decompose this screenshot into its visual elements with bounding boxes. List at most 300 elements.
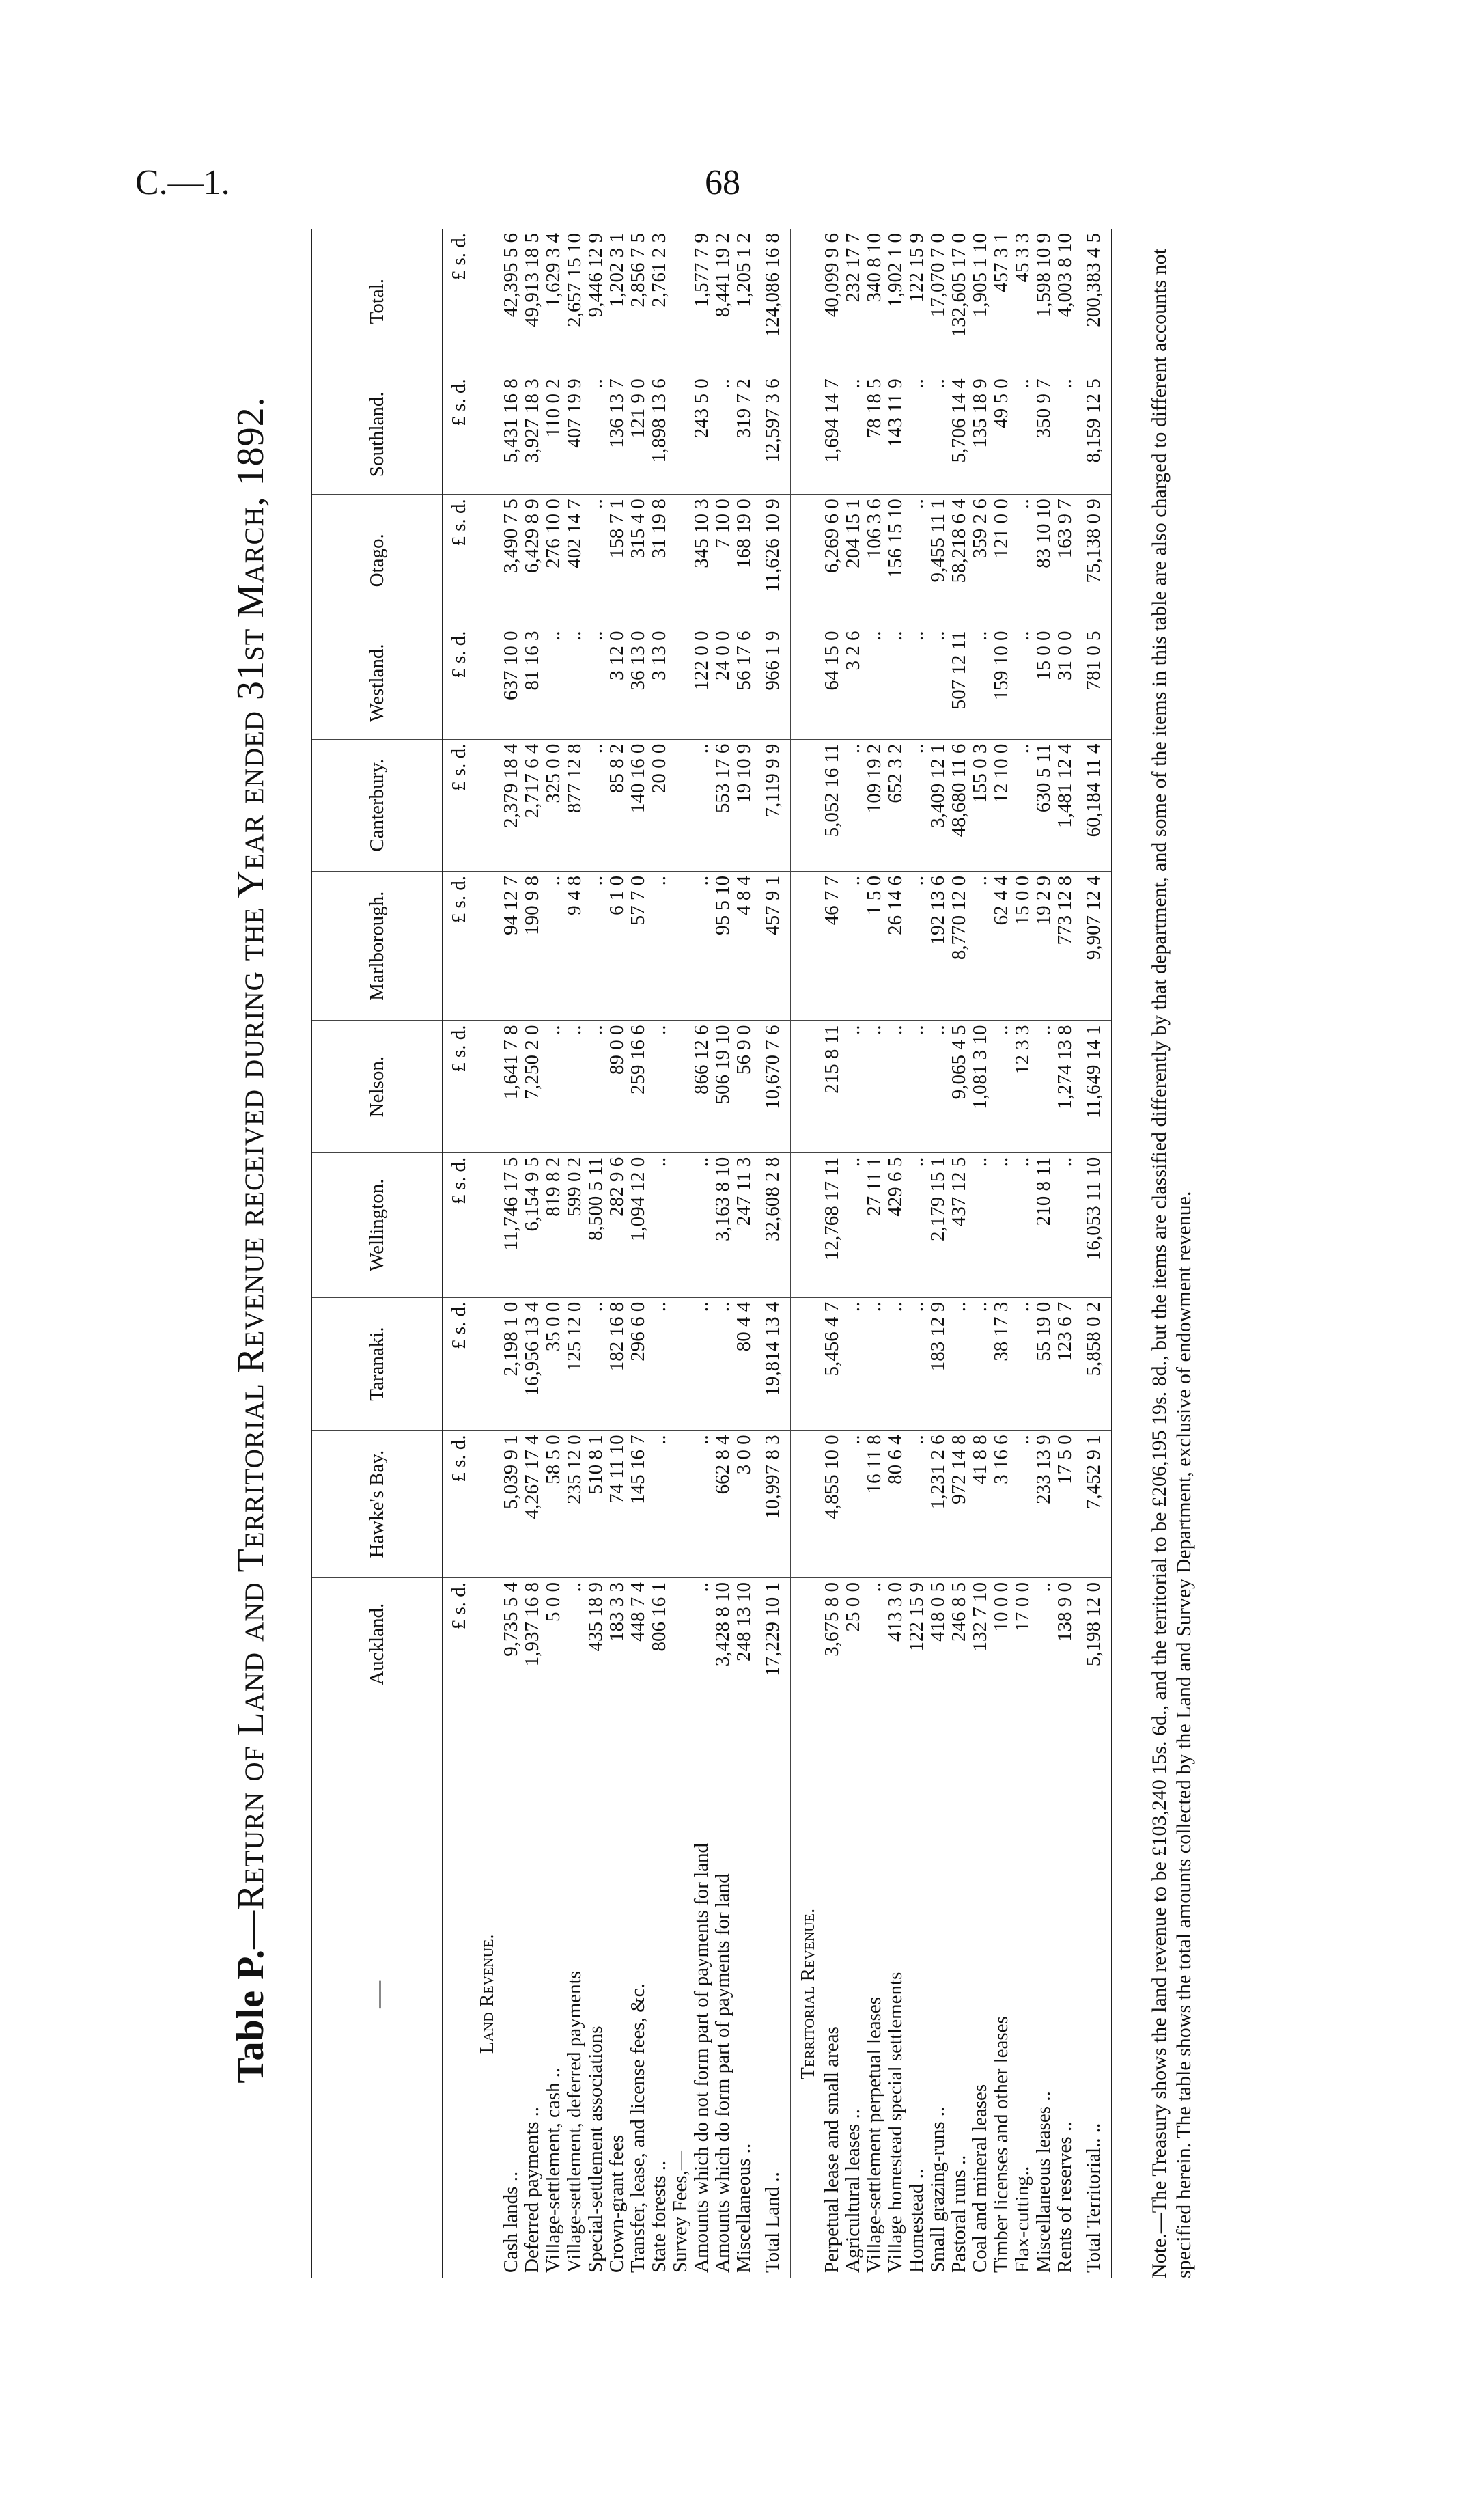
table-cell: 16 11 8 — [864, 1431, 885, 1578]
table-cell: 204 15 1 — [843, 495, 864, 626]
blank-cell — [470, 626, 501, 739]
table-cell: 418 0 5 — [927, 1577, 949, 1711]
table-cell: 78 18 5 — [864, 374, 885, 495]
table-cell: 296 6 0 — [628, 1297, 649, 1431]
table-cell: 57 7 0 — [628, 871, 649, 1021]
table-cell: 17 5 0 — [1054, 1431, 1076, 1578]
table-cell: 435 18 9 — [585, 1577, 606, 1711]
table-cell: 1,641 7 8 — [501, 1021, 522, 1152]
table-cell: .. — [1012, 626, 1033, 739]
table-cell: 10,997 8 3 — [755, 1431, 791, 1578]
table-cell: 123 6 7 — [1054, 1297, 1076, 1431]
table-cell — [670, 229, 691, 374]
table-cell: 5 0 0 — [543, 1577, 564, 1711]
table-cell: 11,649 14 1 — [1076, 1021, 1112, 1152]
blank-cell — [791, 1431, 822, 1578]
table-row — [649, 229, 670, 2278]
table-cell: 132 7 10 — [970, 1577, 991, 1711]
table-cell: 182 16 8 — [606, 1297, 628, 1431]
table-cell: .. — [1012, 1297, 1033, 1431]
table-cell: 75,138 0 9 — [1076, 495, 1112, 626]
table-cell: 42,395 5 6 — [501, 229, 522, 374]
table-cell: 457 9 1 — [755, 871, 791, 1021]
table-cell: 143 11 9 — [885, 374, 906, 495]
table-cell: .. — [543, 871, 564, 1021]
table-cell: 19 10 9 — [733, 739, 755, 871]
table-cell: 159 10 0 — [991, 626, 1012, 739]
table-cell: 190 9 8 — [522, 871, 543, 1021]
table-cell: 49,913 18 5 — [522, 229, 543, 374]
table-cell: 407 19 9 — [564, 374, 585, 495]
table-cell: .. — [585, 1297, 606, 1431]
table-body — [443, 229, 1112, 2278]
row-label: Agricultural leases .. — [842, 2109, 864, 2273]
table-cell: 1,898 13 6 — [649, 374, 670, 495]
table-cell: .. — [885, 626, 906, 739]
table-cell: .. — [1012, 1152, 1033, 1297]
table-cell: 1,231 2 6 — [927, 1431, 949, 1578]
table-row — [628, 229, 649, 2278]
table-cell: 1,694 14 7 — [822, 374, 843, 495]
table-cell: .. — [949, 1297, 970, 1431]
table-cell: .. — [585, 739, 606, 871]
table-cell: 359 2 6 — [970, 495, 991, 626]
table-cell: .. — [649, 1152, 670, 1297]
table-cell: 106 3 6 — [864, 495, 885, 626]
table-cell: 2,179 15 1 — [927, 1152, 949, 1297]
table-row — [670, 229, 691, 2278]
table-cell: .. — [906, 374, 927, 495]
table-cell — [670, 871, 691, 1021]
table-cell: 429 6 5 — [885, 1152, 906, 1297]
table-cell: 233 13 9 — [1033, 1431, 1054, 1578]
table-cell: 8,500 5 11 — [585, 1152, 606, 1297]
table-cell: .. — [1012, 1431, 1033, 1578]
table-cell: .. — [1033, 1577, 1054, 1711]
table-cell: .. — [906, 495, 927, 626]
table-cell: 46 7 7 — [822, 871, 843, 1021]
units-cell: £ s. d. — [443, 1431, 470, 1578]
table-cell: 58 5 0 — [543, 1431, 564, 1578]
table-cell: 20 0 0 — [649, 739, 670, 871]
blank-cell — [470, 739, 501, 871]
table-cell: 122 15 9 — [906, 1577, 927, 1711]
page-number: 68 — [705, 163, 740, 202]
table-cell: 41 8 8 — [970, 1431, 991, 1578]
table-cell: 7 10 0 — [712, 495, 733, 626]
table-cell: .. — [927, 1021, 949, 1152]
table-cell — [670, 1577, 691, 1711]
footnote: Note.—The Treasury shows the land revenue to be £103,240 15s. 6d., and the territorial to be £206,195 19s. 8d., but the items are classified differently by that department, and some of the items in this table are also charged to different accounts not specified herein. The table shows the total amounts collected by the Land and Survey Department, exclusive of endowment revenue. — [1148, 249, 1195, 2278]
table-cell: 1,202 3 1 — [606, 229, 628, 374]
column-header: Hawke's Bay. — [311, 1431, 443, 1578]
blank-cell — [791, 1152, 822, 1297]
table-cell: 9,455 11 1 — [927, 495, 949, 626]
table-cell: .. — [564, 626, 585, 739]
table-cell: 773 12 8 — [1054, 871, 1076, 1021]
table-cell: 8,770 12 0 — [949, 871, 970, 1021]
table-cell: 8,441 19 2 — [712, 229, 733, 374]
table-cell: 6,429 8 9 — [522, 495, 543, 626]
table-cell — [670, 495, 691, 626]
blank-cell — [470, 1431, 501, 1578]
table-cell: 5,456 4 7 — [822, 1297, 843, 1431]
table-cell: 80 6 4 — [885, 1431, 906, 1578]
table-cell: 1 5 0 — [864, 871, 885, 1021]
blank-cell — [470, 871, 501, 1021]
section-heading: Territorial Revenue. — [791, 1711, 822, 2278]
table-cell: .. — [885, 1021, 906, 1152]
row-label: Pastoral runs .. — [948, 2155, 970, 2273]
table-cell: .. — [970, 1152, 991, 1297]
table-cell: 183 3 3 — [606, 1577, 628, 1711]
table-cell: 2,198 1 0 — [501, 1297, 522, 1431]
table-cell: 56 9 0 — [733, 1021, 755, 1152]
table-cell: 158 7 1 — [606, 495, 628, 626]
table-row — [927, 229, 949, 2278]
blank-cell — [791, 1297, 822, 1431]
table-cell: .. — [691, 1297, 712, 1431]
row-label: Small grazing-runs .. — [927, 2106, 949, 2273]
row-label: Special-settlement associations — [585, 2026, 606, 2273]
units-cell: £ s. d. — [443, 626, 470, 739]
table-cell: 276 10 0 — [543, 495, 564, 626]
table-title-prefix: Table P. — [229, 1948, 272, 2084]
blank-cell — [470, 1021, 501, 1152]
table-cell — [670, 739, 691, 871]
units-cell: £ s. d. — [443, 1152, 470, 1297]
table-cell: .. — [585, 871, 606, 1021]
table-cell: 124,086 16 8 — [755, 229, 791, 374]
table-cell: 81 16 3 — [522, 626, 543, 739]
table-cell: 94 12 7 — [501, 871, 522, 1021]
row-label: Timber licenses and other leases — [990, 2016, 1012, 2273]
row-label: Rents of reserves .. — [1054, 2121, 1076, 2273]
table-cell: .. — [1012, 495, 1033, 626]
table-cell: 192 13 6 — [927, 871, 949, 1021]
table-cell: .. — [649, 1021, 670, 1152]
table-cell: .. — [543, 626, 564, 739]
table-cell: .. — [864, 626, 885, 739]
table-cell: 5,431 16 8 — [501, 374, 522, 495]
table-cell: .. — [585, 495, 606, 626]
table-cell: .. — [906, 871, 927, 1021]
table-cell: 10,670 7 6 — [755, 1021, 791, 1152]
blank-cell — [791, 374, 822, 495]
table-cell: 2,379 18 4 — [501, 739, 522, 871]
table-cell: 413 3 0 — [885, 1577, 906, 1711]
table-cell: 1,902 1 0 — [885, 229, 906, 374]
table-row — [733, 229, 755, 2278]
table-cell: .. — [906, 739, 927, 871]
total-land-row — [755, 229, 791, 2278]
table-cell: 7,119 9 9 — [755, 739, 791, 871]
table-cell — [670, 1297, 691, 1431]
table-cell: 31 19 8 — [649, 495, 670, 626]
table-cell: 163 9 7 — [1054, 495, 1076, 626]
row-label: Total Territorial.. .. — [1076, 1711, 1112, 2278]
table-cell: .. — [691, 1577, 712, 1711]
table-cell: 247 11 3 — [733, 1152, 755, 1297]
table-cell: 12,597 3 6 — [755, 374, 791, 495]
table-cell: 340 8 10 — [864, 229, 885, 374]
table-cell: .. — [1054, 374, 1076, 495]
table-cell: 80 4 4 — [733, 1297, 755, 1431]
blank-cell — [470, 374, 501, 495]
column-header: Southland. — [311, 374, 443, 495]
table-cell: 15 0 0 — [1012, 871, 1033, 1021]
table-cell: .. — [843, 374, 864, 495]
table-cell: .. — [970, 626, 991, 739]
table-cell — [670, 1021, 691, 1152]
table-cell: 55 19 0 — [1033, 1297, 1054, 1431]
table-row — [543, 229, 564, 2278]
column-header: Nelson. — [311, 1021, 443, 1152]
table-cell: 507 12 11 — [949, 626, 970, 739]
table-cell: 36 13 0 — [628, 626, 649, 739]
blank-cell — [791, 495, 822, 626]
table-cell: 122 0 0 — [691, 626, 712, 739]
table-cell: 248 13 10 — [733, 1577, 755, 1711]
table-cell: 155 0 3 — [970, 739, 991, 871]
blank-cell — [791, 871, 822, 1021]
table-cell: 5,198 12 0 — [1076, 1577, 1112, 1711]
table-cell: 1,094 12 0 — [628, 1152, 649, 1297]
table-cell: 145 16 7 — [628, 1431, 649, 1578]
table-cell: .. — [712, 1297, 733, 1431]
table-cell: 325 0 0 — [543, 739, 564, 871]
table-cell: 32,608 2 8 — [755, 1152, 791, 1297]
table-cell: 1,205 1 2 — [733, 229, 755, 374]
units-cell: £ s. d. — [443, 229, 470, 374]
table-cell: 553 17 6 — [712, 739, 733, 871]
table-cell: .. — [970, 1297, 991, 1431]
row-label: Perpetual lease and small areas — [821, 2026, 843, 2273]
table-row — [949, 229, 970, 2278]
table-cell: 132,605 17 0 — [949, 229, 970, 374]
table-cell: 110 0 2 — [543, 374, 564, 495]
table-row — [1033, 229, 1054, 2278]
table-cell — [670, 1152, 691, 1297]
total-territorial-row — [1076, 229, 1112, 2278]
row-label: Amounts which do form part of payments for land — [712, 1873, 733, 2273]
table-cell: 781 0 5 — [1076, 626, 1112, 739]
table-cell: 350 9 7 — [1033, 374, 1054, 495]
column-header: Total. — [311, 229, 443, 374]
units-cell: £ s. d. — [443, 495, 470, 626]
table-cell: 11,626 10 9 — [755, 495, 791, 626]
table-row — [606, 229, 628, 2278]
table-cell: .. — [1012, 374, 1033, 495]
table-cell: .. — [585, 1021, 606, 1152]
table-cell: 156 15 10 — [885, 495, 906, 626]
table-cell: 183 12 9 — [927, 1297, 949, 1431]
table-cell: .. — [843, 871, 864, 1021]
table-cell: 17,229 10 1 — [755, 1577, 791, 1711]
units-cell: £ s. d. — [443, 1297, 470, 1431]
table-cell: 1,577 7 9 — [691, 229, 712, 374]
table-cell: 12,768 17 11 — [822, 1152, 843, 1297]
row-label: Deferred payments .. — [521, 2106, 543, 2273]
table-cell: 246 8 5 — [949, 1577, 970, 1711]
units-cell: £ s. d. — [443, 374, 470, 495]
table-cell: .. — [927, 626, 949, 739]
table-cell: 3 12 0 — [606, 626, 628, 739]
table-cell: 5,052 16 11 — [822, 739, 843, 871]
table-cell: 3,927 18 3 — [522, 374, 543, 495]
table-cell: 402 14 7 — [564, 495, 585, 626]
table-cell: .. — [843, 1152, 864, 1297]
table-cell: .. — [691, 871, 712, 1021]
table-cell: 599 0 2 — [564, 1152, 585, 1297]
table-cell: .. — [991, 1021, 1012, 1152]
blank-cell — [791, 739, 822, 871]
table-cell: 135 18 9 — [970, 374, 991, 495]
table-row — [564, 229, 585, 2278]
table-cell: .. — [691, 1431, 712, 1578]
table-cell: 40,099 9 6 — [822, 229, 843, 374]
table-cell: 16,956 13 4 — [522, 1297, 543, 1431]
blank-cell — [470, 1297, 501, 1431]
table-cell: 3,409 12 1 — [927, 739, 949, 871]
table-cell: .. — [906, 1152, 927, 1297]
table-cell: 12 3 3 — [1012, 1021, 1033, 1152]
table-cell: .. — [691, 1152, 712, 1297]
blank-cell — [470, 495, 501, 626]
table-cell: 122 15 9 — [906, 229, 927, 374]
table-row — [970, 229, 991, 2278]
table-cell: 3 0 0 — [733, 1431, 755, 1578]
table-cell: 7,250 2 0 — [522, 1021, 543, 1152]
table-cell: 121 9 0 — [628, 374, 649, 495]
table-cell: 31 0 0 — [1054, 626, 1076, 739]
row-label: Miscellaneous .. — [733, 2143, 755, 2273]
table-cell: 866 12 6 — [691, 1021, 712, 1152]
table-cell — [670, 374, 691, 495]
blank-cell — [470, 1152, 501, 1297]
table-cell: 89 0 0 — [606, 1021, 628, 1152]
row-label: Miscellaneous leases .. — [1033, 2091, 1054, 2273]
table-cell: 60,184 11 4 — [1076, 739, 1112, 871]
table-cell: 2,657 15 10 — [564, 229, 585, 374]
table-row — [864, 229, 885, 2278]
table-cell: 3 13 0 — [649, 626, 670, 739]
table-cell: 243 5 0 — [691, 374, 712, 495]
table-cell: 17 0 0 — [1012, 1577, 1033, 1711]
table-cell: 966 1 9 — [755, 626, 791, 739]
table-row — [843, 229, 864, 2278]
column-header: Westland. — [311, 626, 443, 739]
table-cell: 64 15 0 — [822, 626, 843, 739]
table-cell: 4,855 10 0 — [822, 1431, 843, 1578]
table-cell: 62 4 4 — [991, 871, 1012, 1021]
table-cell: 19 2 9 — [1033, 871, 1054, 1021]
table-row — [712, 229, 733, 2278]
table-cell: .. — [649, 1297, 670, 1431]
table-cell: 56 17 6 — [733, 626, 755, 739]
table-cell: 12 10 0 — [991, 739, 1012, 871]
table-cell: 25 0 0 — [843, 1577, 864, 1711]
table-cell: 121 0 0 — [991, 495, 1012, 626]
table-cell: .. — [906, 1431, 927, 1578]
table-cell: 19,814 13 4 — [755, 1297, 791, 1431]
blank-cell — [470, 229, 501, 374]
table-cell: 1,629 3 4 — [543, 229, 564, 374]
table-cell: 138 9 0 — [1054, 1577, 1076, 1711]
table-cell: .. — [906, 1297, 927, 1431]
table-cell: 35 0 0 — [543, 1297, 564, 1431]
section-heading-row — [791, 229, 822, 2278]
table-cell: 345 10 3 — [691, 495, 712, 626]
page-reference: C.—1. — [135, 163, 230, 202]
table-cell: 7,452 9 1 — [1076, 1431, 1112, 1578]
table-cell: 1,937 16 8 — [522, 1577, 543, 1711]
table-cell: 38 17 3 — [991, 1297, 1012, 1431]
table-cell: 9,907 12 4 — [1076, 871, 1112, 1021]
table-cell: 5,858 0 2 — [1076, 1297, 1112, 1431]
table-cell: 26 14 6 — [885, 871, 906, 1021]
table-cell: .. — [843, 1297, 864, 1431]
table-cell: 125 12 0 — [564, 1297, 585, 1431]
table-cell: 9,446 12 9 — [585, 229, 606, 374]
table-cell: 2,761 2 3 — [649, 229, 670, 374]
table-cell: 210 8 11 — [1033, 1152, 1054, 1297]
table-cell: .. — [885, 1297, 906, 1431]
table-cell: 3 2 6 — [843, 626, 864, 739]
table-cell: .. — [906, 1021, 927, 1152]
table-cell: 282 9 6 — [606, 1152, 628, 1297]
row-label: Crown-grant fees — [606, 2134, 628, 2273]
table-row — [585, 229, 606, 2278]
table-cell: .. — [843, 1021, 864, 1152]
table-row — [522, 229, 543, 2278]
table-cell: 4 8 4 — [733, 871, 755, 1021]
column-header: Otago. — [311, 495, 443, 626]
row-label: Flax-cutting.. — [1011, 2166, 1033, 2273]
units-cell: £ s. d. — [443, 871, 470, 1021]
table-cell: 448 7 4 — [628, 1577, 649, 1711]
table-title — [229, 202, 272, 2278]
revenue-table — [311, 229, 1112, 2278]
blank-cell — [791, 1577, 822, 1711]
table-cell: .. — [564, 1021, 585, 1152]
table-cell: .. — [585, 626, 606, 739]
table-cell: 5,706 14 4 — [949, 374, 970, 495]
table-cell: 877 12 8 — [564, 739, 585, 871]
table-cell: 140 16 0 — [628, 739, 649, 871]
table-row — [885, 229, 906, 2278]
table-cell: 819 8 2 — [543, 1152, 564, 1297]
table-cell: .. — [843, 1431, 864, 1578]
table-cell: .. — [864, 1297, 885, 1431]
table-cell: 4,003 8 10 — [1054, 229, 1076, 374]
table-cell: 1,274 13 8 — [1054, 1021, 1076, 1152]
table-cell: .. — [585, 374, 606, 495]
table-cell: .. — [864, 1577, 885, 1711]
table-cell: 4,267 17 4 — [522, 1431, 543, 1578]
table-row — [991, 229, 1012, 2278]
table-cell — [670, 1431, 691, 1578]
units-cell: £ s. d. — [443, 1577, 470, 1711]
table-cell: 1,481 12 4 — [1054, 739, 1076, 871]
table-cell — [670, 626, 691, 739]
row-label: Total Land .. — [755, 1711, 791, 2278]
table-cell: 2,856 7 5 — [628, 229, 649, 374]
table-cell: 95 5 10 — [712, 871, 733, 1021]
table-cell: 168 19 0 — [733, 495, 755, 626]
row-label: Survey Fees,— — [669, 2151, 691, 2273]
table-cell: .. — [1012, 739, 1033, 871]
